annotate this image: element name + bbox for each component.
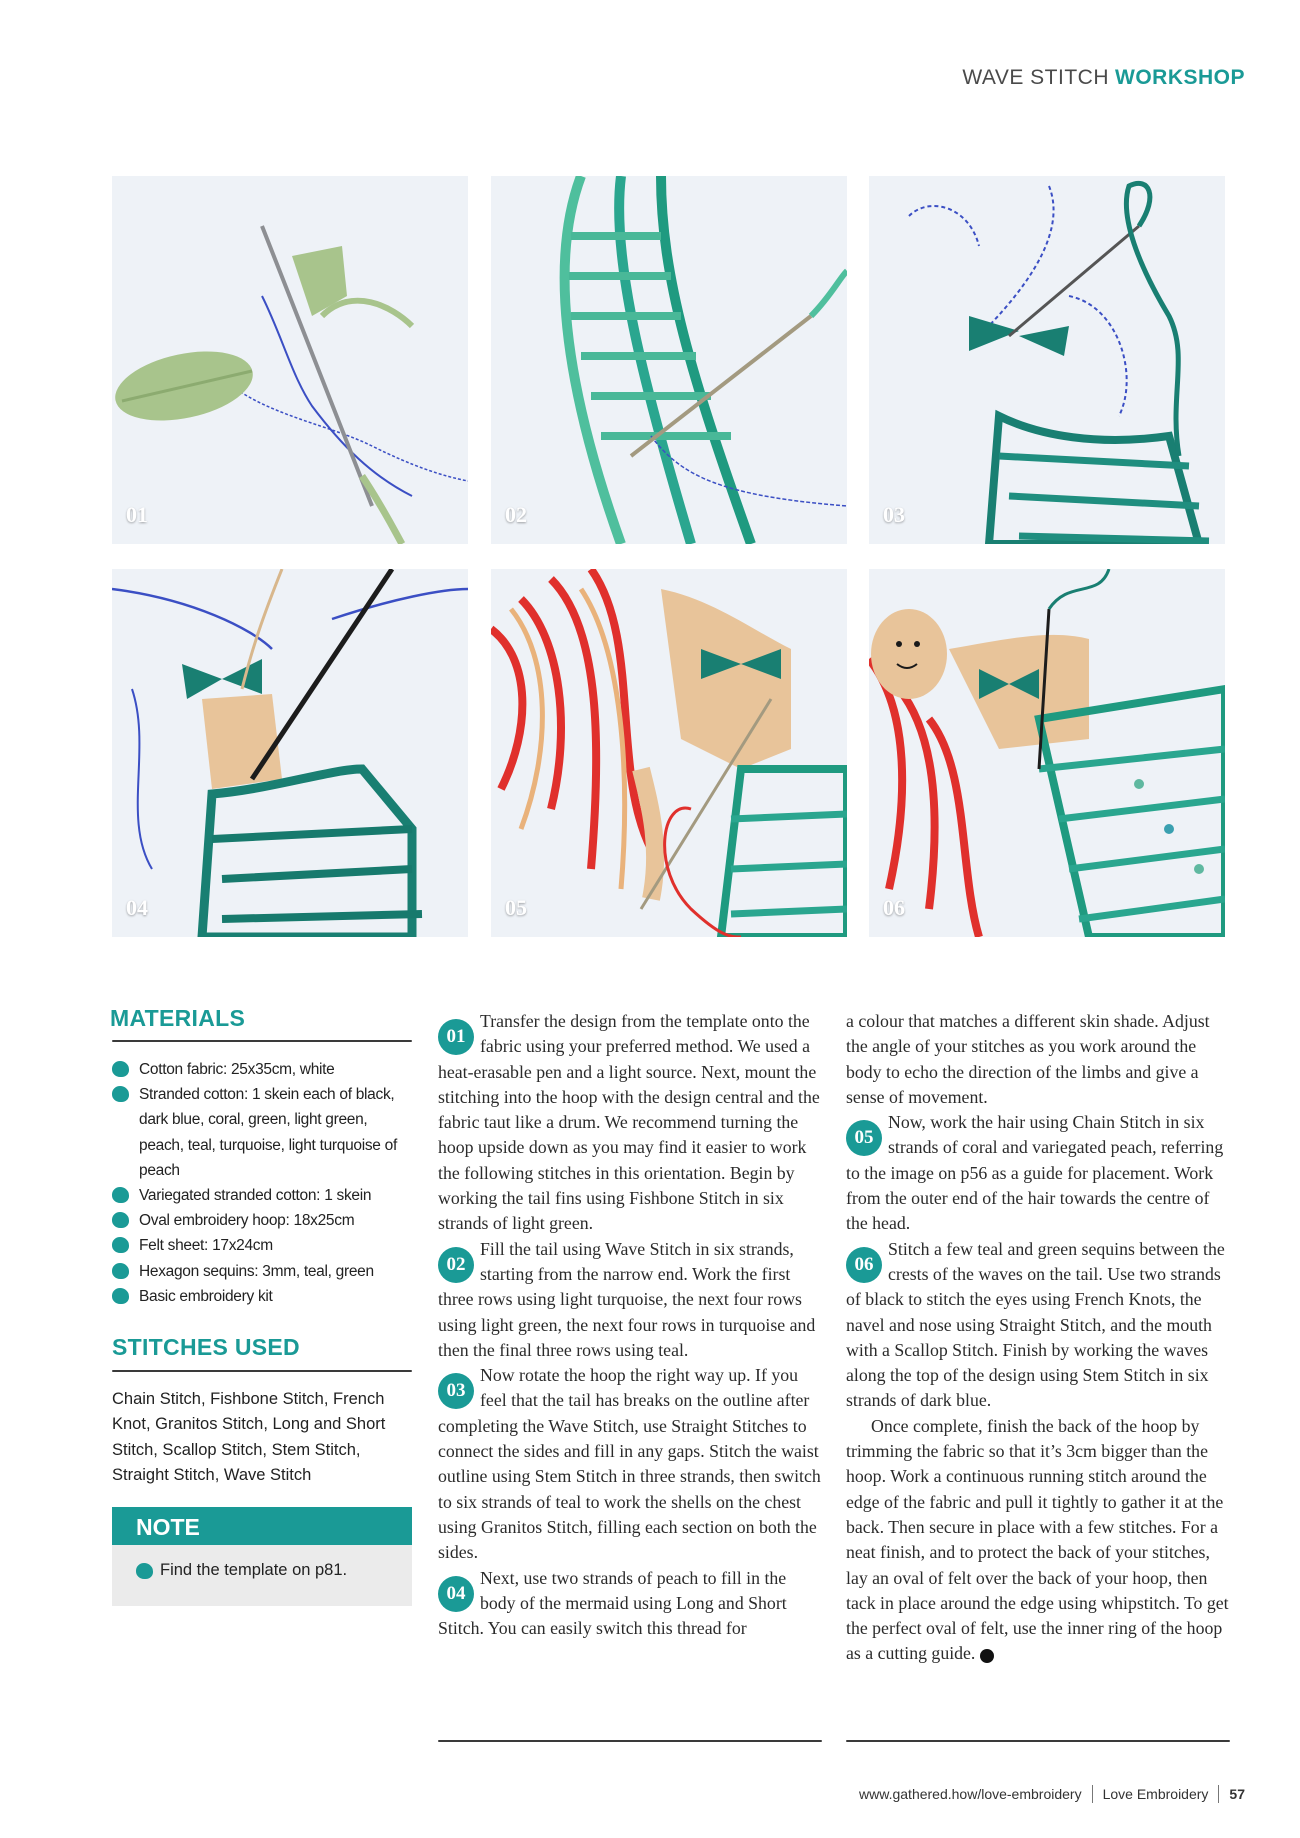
step-04 <box>438 1566 822 1642</box>
photo-05-illustration <box>491 569 847 937</box>
step-01 <box>438 1009 822 1237</box>
finishing-text: Once complete, finish the back of the hoop by trimming the fabric so that it’s 3cm bigger than the hoop. Work a continuous running stitch around the edge of the fabric and pull it tightly to gather it at the back. Then secure in place with a few stitches. For a neat finish, and to protect the back of your stitches, lay an oval of felt over the back of your hoop, then tack in place around the edge using whipstitch. To get the perfect oval of felt, use the inner ring of the hoop as a cutting guide. <box>846 1415 1229 1664</box>
step-text: Fill the tail using Wave Stitch in six strands, starting from the narrow end. Work the first three rows using light turquoise, the next four rows using light green, the next four rows in turquoise and then the final three rows using teal. <box>438 1238 816 1360</box>
step-photo-01 <box>112 176 468 544</box>
material-text: Hexagon sequins: 3mm, teal, green <box>139 1262 374 1280</box>
step-06 <box>846 1237 1230 1414</box>
note-title: NOTE <box>112 1507 412 1545</box>
step-number-badge: 04 <box>438 1576 474 1612</box>
step-05 <box>846 1110 1230 1236</box>
step-number-badge: 06 <box>846 1247 882 1283</box>
column-end-rule <box>846 1740 1230 1742</box>
step-number-badge: 03 <box>438 1373 474 1409</box>
page-header <box>962 66 1245 90</box>
step-text: Stitch a few teal and green sequins between the crests of the waves on the tail. Use two strands of black to stitch the eyes using French Knots, the navel and nose using Straight Stitch, and the mouth with a Scallop Stitch. Finish by working the waves along the top of the design using Stem Stitch in six strands of dark blue. <box>846 1238 1225 1411</box>
list-item <box>112 1259 412 1284</box>
list-item <box>112 1233 412 1258</box>
end-mark-icon: ⚂ <box>980 1649 994 1663</box>
footer-divider <box>1092 1785 1093 1803</box>
materials-rule <box>112 1040 412 1042</box>
step-photo-04 <box>112 569 468 937</box>
note-box <box>112 1507 412 1606</box>
photo-06-illustration <box>869 569 1225 937</box>
footer-url[interactable]: www.gathered.how/love-embroidery <box>859 1786 1082 1802</box>
list-item <box>112 1183 412 1208</box>
bullet-icon <box>112 1061 129 1077</box>
bullet-icon <box>112 1187 129 1203</box>
step-04-continued: a colour that matches a different skin shade. Adjust the angle of your stitches as you work around the body to echo the direction of the limbs and give a sense of movement. <box>846 1011 1210 1107</box>
photo-label: 02 <box>505 502 527 527</box>
footer-divider <box>1218 1785 1219 1803</box>
step-text: Now rotate the hoop the right way up. If you feel that the tail has breaks on the outline after completing the Wave Stitch, use Straight Stitches to connect the sides and fill in any gaps. Stitch the waist outline using Stem Stitch in three strands, then switch to six strands of teal to work the shells on the chest using Granitos Stitch, filling each section on both the sides. <box>438 1365 821 1563</box>
step-photo-06 <box>869 569 1225 937</box>
step-text: Next, use two strands of peach to fill in the body of the mermaid using Long and Short Stitch. You can easily switch this thread for <box>438 1567 787 1639</box>
photo-label: 03 <box>883 502 905 527</box>
footer-magazine: Love Embroidery <box>1102 1786 1209 1802</box>
material-text: Cotton fabric: 25x35cm, white <box>139 1061 335 1078</box>
bullet-icon <box>112 1212 129 1228</box>
materials-list <box>112 1057 412 1309</box>
note-item <box>136 1561 412 1580</box>
material-text: Variegated stranded cotton: 1 skein <box>139 1187 372 1205</box>
photo-04-illustration <box>112 569 468 937</box>
stitches-used-title: STITCHES USED <box>112 1334 300 1360</box>
step-02 <box>438 1237 822 1363</box>
note-text: Find the template on p81. <box>160 1561 348 1579</box>
material-text: Felt sheet: 17x24cm <box>139 1237 273 1255</box>
bullet-icon <box>112 1288 129 1304</box>
photo-03-illustration <box>869 176 1225 544</box>
header-title-bold: WORKSHOP <box>1115 66 1245 89</box>
bullet-icon <box>112 1263 129 1279</box>
material-text: Stranded cotton: 1 skein each of black, dark blue, coral, green, light green, peach, teal, turquoise, light turquoise of peach <box>139 1086 397 1179</box>
header-title-light: WAVE STITCH <box>962 66 1109 89</box>
step-photo-03 <box>869 176 1225 544</box>
column-end-rule <box>438 1740 822 1742</box>
step-number-badge: 01 <box>438 1019 474 1055</box>
photo-label: 05 <box>505 895 527 920</box>
material-text: Basic embroidery kit <box>139 1287 273 1305</box>
stitches-used-rule <box>112 1370 412 1372</box>
step-03 <box>438 1363 822 1565</box>
step-number-badge: 02 <box>438 1247 474 1283</box>
list-item <box>112 1208 412 1233</box>
bullet-icon <box>112 1086 129 1102</box>
instructions-column-right <box>846 1009 1230 1667</box>
step-photo-05 <box>491 569 847 937</box>
photo-label: 01 <box>126 502 148 527</box>
photo-label: 06 <box>883 895 905 920</box>
list-item <box>112 1284 412 1309</box>
step-number-badge: 05 <box>846 1120 882 1156</box>
photo-02-illustration <box>491 176 847 544</box>
page-number: 57 <box>1229 1786 1245 1802</box>
list-item <box>112 1057 412 1082</box>
bullet-icon <box>112 1237 129 1253</box>
photo-label: 04 <box>126 895 148 920</box>
photo-01-illustration <box>112 176 468 544</box>
materials-title: MATERIALS <box>110 1005 246 1031</box>
instructions-column-middle <box>438 1009 822 1641</box>
page-footer <box>859 1785 1245 1803</box>
bullet-icon <box>136 1563 153 1579</box>
list-item <box>112 1082 412 1183</box>
material-text: Oval embroidery hoop: 18x25cm <box>139 1212 355 1230</box>
step-text: Now, work the hair using Chain Stitch in six strands of coral and variegated peach, referring to the image on p56 as a guide for placement. Work from the outer end of the hair towards the centre of the head. <box>846 1112 1224 1234</box>
finishing-paragraph <box>846 1414 1230 1667</box>
step-photo-02 <box>491 176 847 544</box>
step-text: Transfer the design from the template onto the fabric using your preferred method. We used a heat-erasable pen and a light source. Next, mount the stitching into the hoop with the design central and the fabric taut like a drum. We recommend turning the hoop upside down as you may find it easier to work the following stitches in this orientation. Begin by working the tail fins using Fishbone Stitch in six strands of light green. <box>438 1011 820 1234</box>
stitches-used-text: Chain Stitch, Fishbone Stitch, French Knot, Granitos Stitch, Long and Short Stitch, Scallop Stitch, Stem Stitch, Straight Stitch, Wave Stitch <box>112 1390 386 1484</box>
